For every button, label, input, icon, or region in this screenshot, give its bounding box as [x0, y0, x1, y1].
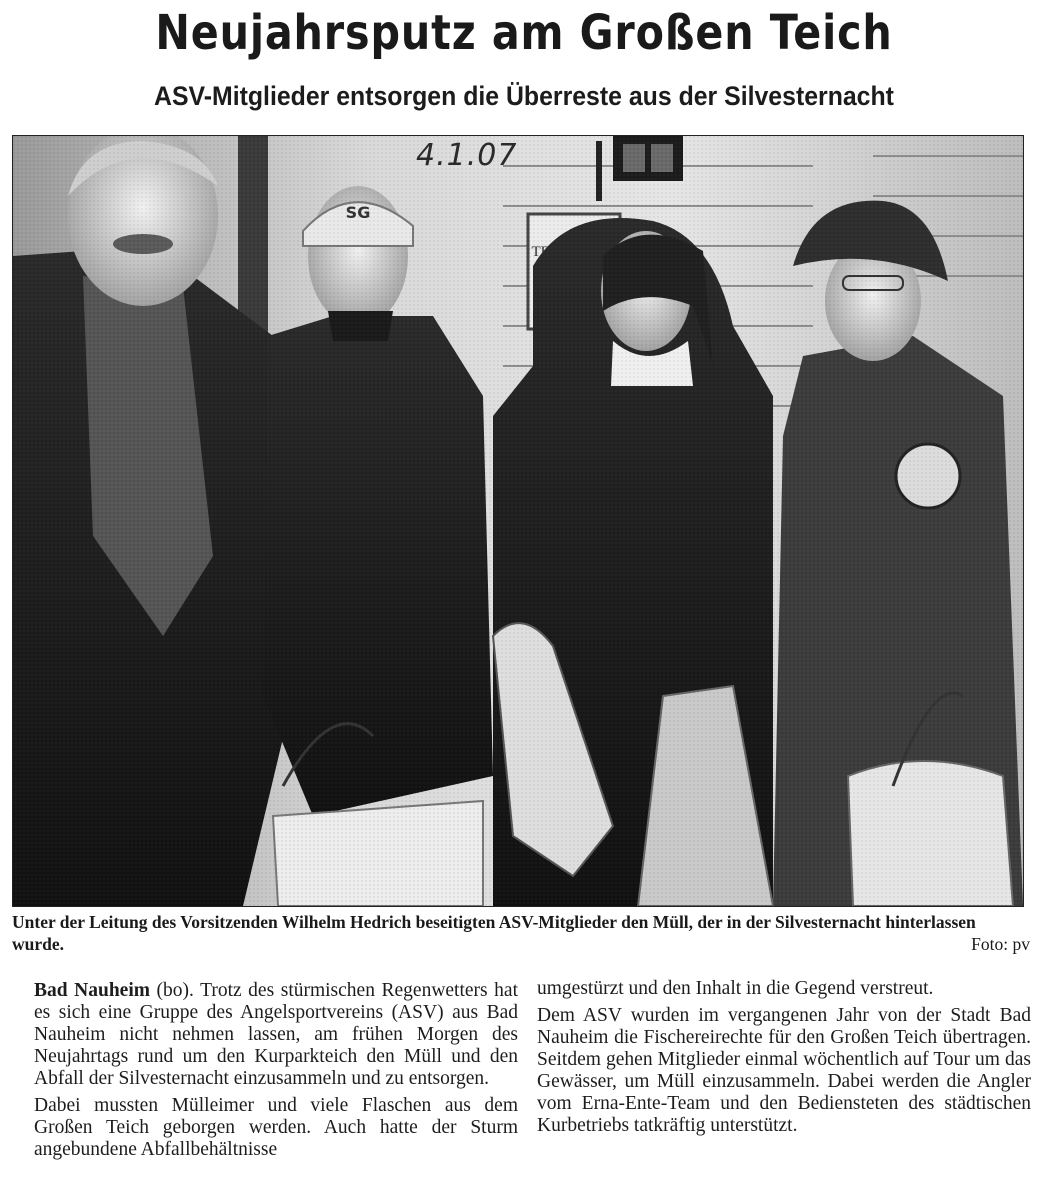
article-paragraph: Dem ASV wurden im vergangenen Jahr von der Stadt Bad Nauheim die Fischereirechte für den Großen Teich übertragen. Seitdem gehen Mitglieder einmal wöchentlich auf Tour um das Gewässer, um Müll einzusammeln. Dabei werden die Angler vom Erna-Ente-Team und den Bediensteten des städtischen Kurbetriebs tatkräftig unterstützt. [537, 1005, 1031, 1136]
headline: Neujahrsputz am Großen Teich [155, 5, 893, 61]
subheadline: ASV-Mitglieder entsorgen die Überreste aus der Silvesternacht [154, 81, 894, 111]
article-column-1 [34, 980, 518, 1161]
handwritten-date: 4.1.07 [416, 138, 518, 173]
article-paragraph: Dabei mussten Mülleimer und viele Flaschen aus dem Großen Teich geborgen werden. Auch hatte der Sturm angebundene Abfallbehältnisse [34, 1095, 518, 1160]
paragraph-text: (bo). Trotz des stürmischen Regenwetters hat es sich eine Gruppe des Angelsportvereins (ASV) aus Bad Nauheim nicht nehmen lassen, am frühen Morgen des Neujahrtags rund um den Kurparkteich den Müll und den Abfall der Silvesternacht einzusammeln und zu entsorgen. [34, 980, 518, 1089]
news-photo [12, 135, 1024, 907]
article-paragraph [34, 980, 518, 1090]
article-paragraph: umgestürzt und den Inhalt in die Gegend verstreut. [537, 978, 934, 999]
dateline: Bad Nauheim [34, 980, 150, 1001]
photo-caption: Unter der Leitung des Vorsitzenden Wilhelm Hedrich beseitigten ASV-Mitglieder den Müll, der in der Silvesternacht hinterlassen wurde. [12, 912, 976, 954]
article-column-2 [537, 978, 1031, 1137]
photo-credit: Foto: pv [971, 934, 1030, 954]
